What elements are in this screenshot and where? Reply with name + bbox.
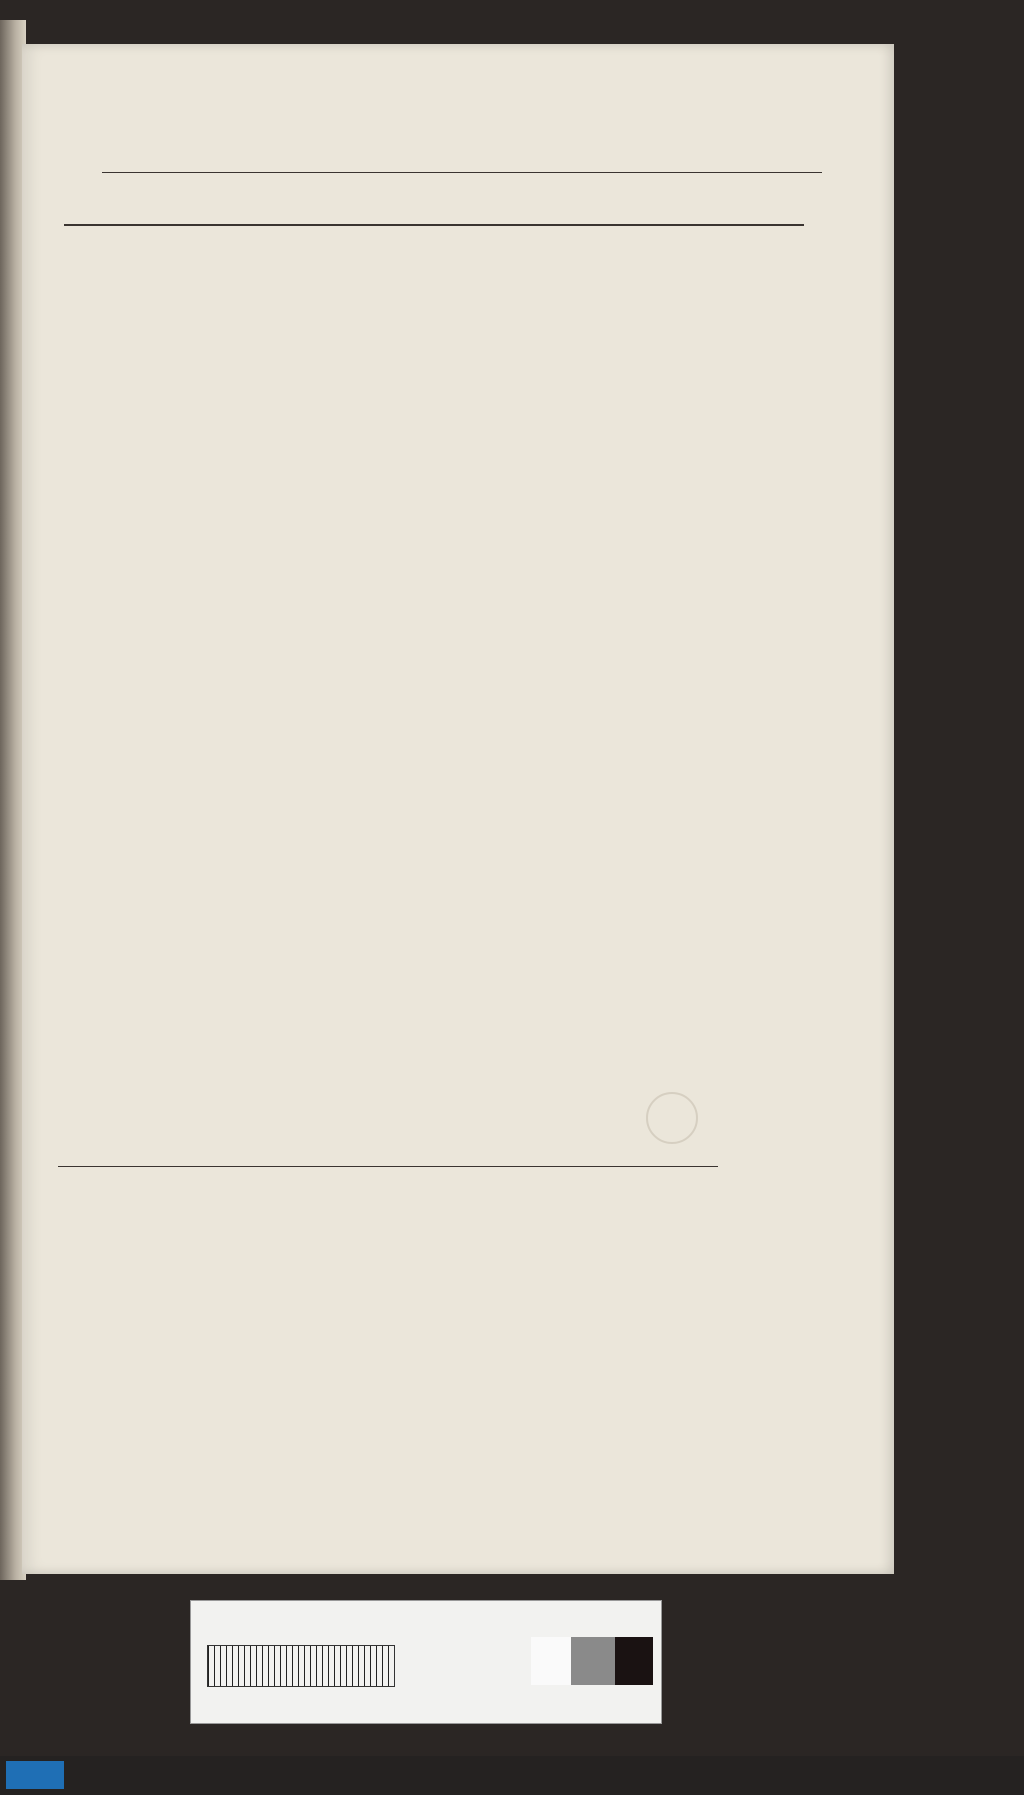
viewer-footer [0,1756,1024,1795]
header-rule-bottom [64,224,804,226]
chapter-divider-rule [58,1166,718,1167]
paper-stain [646,1092,698,1144]
header-rule-top [102,172,822,173]
gray-patch-black [615,1637,653,1685]
book-page [22,44,894,1574]
dfg-logo [6,1761,64,1789]
scan-calibration-card [190,1600,662,1724]
gray-patch-white [531,1637,571,1685]
scale-ruler [207,1645,395,1687]
gray-patch-mid [571,1637,615,1685]
